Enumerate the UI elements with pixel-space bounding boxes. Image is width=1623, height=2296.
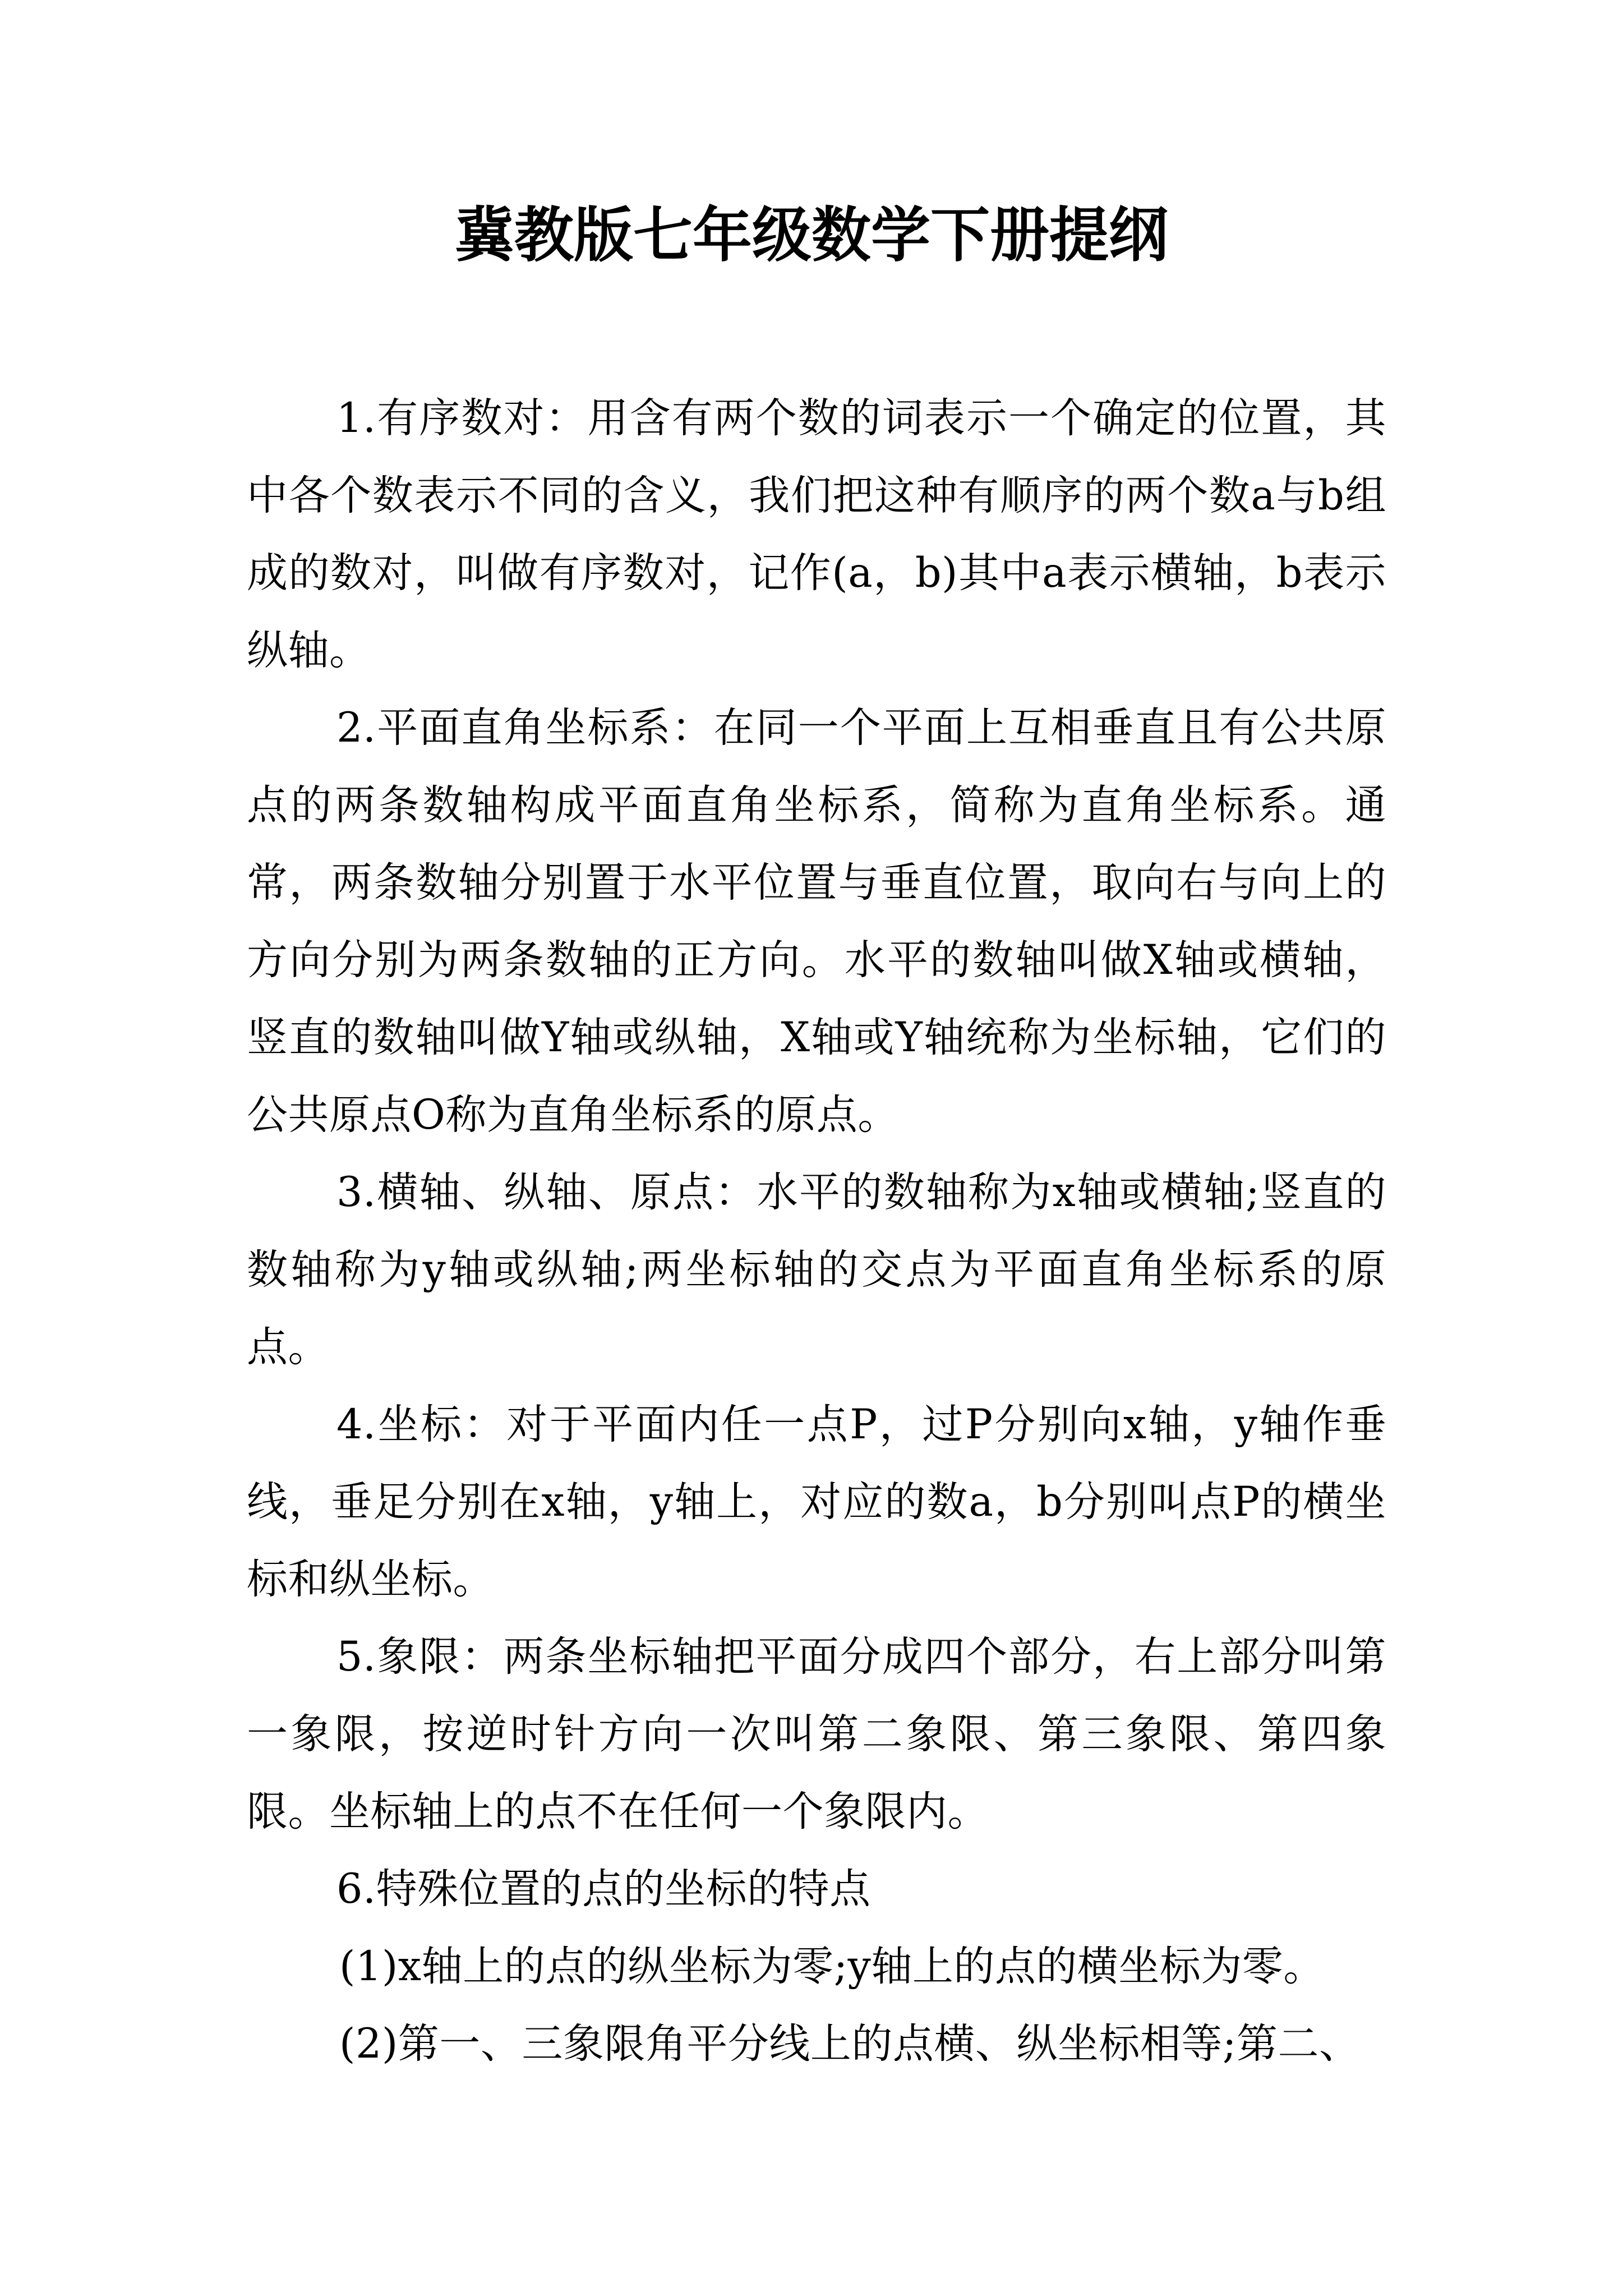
document-title: 冀教版七年级数学下册提纲 [455, 201, 1168, 270]
paragraph-special-points-1: (1)x轴上的点的纵坐标为零;y轴上的点的横坐标为零。 [339, 1943, 1325, 1990]
paragraph-ordered-pair: 1.有序数对：用含有两个数的词表示一个确定的位置，其中各个数表示不同的含义，我们把这种有顺序的两个数a与b组成的数对，叫做有序数对，记作(a，b)其中a表示横轴，b表示纵轴。 [247, 394, 1386, 674]
paragraph-cartesian-system: 2.平面直角坐标系：在同一个平面上互相垂直且有公共原点的两条数轴构成平面直角坐标系，简称为直角坐标系。通常，两条数轴分别置于水平位置与垂直位置，取向右与向上的方向分别为两条数轴的正方向。水平的数轴叫做X轴或横轴，竖直的数轴叫做Y轴或纵轴，X轴或Y轴统称为坐标轴，它们的公共原点O称为直角坐标系的原点。 [247, 704, 1386, 1139]
document-body [247, 380, 1386, 2083]
paragraph-coordinates: 4.坐标：对于平面内任一点P，过P分别向x轴，y轴作垂线，垂足分别在x轴，y轴上，对应的数a，b分别叫点P的横坐标和纵坐标。 [247, 1401, 1386, 1603]
paragraph-special-points-2: (2)第一、三象限角平分线上的点横、纵坐标相等;第二、 [339, 2020, 1361, 2068]
paragraph-quadrants: 5.象限：两条坐标轴把平面分成四个部分，右上部分叫第一象限，按逆时针方向一次叫第二象限、第三象限、第四象限。坐标轴上的点不在任何一个象限内。 [247, 1633, 1386, 1835]
paragraph-special-points-heading: 6.特殊位置的点的坐标的特点 [336, 1865, 871, 1913]
paragraph-axes-origin: 3.横轴、纵轴、原点：水平的数轴称为x轴或横轴;竖直的数轴称为y轴或纵轴;两坐标轴的交点为平面直角坐标系的原点。 [247, 1168, 1386, 1371]
